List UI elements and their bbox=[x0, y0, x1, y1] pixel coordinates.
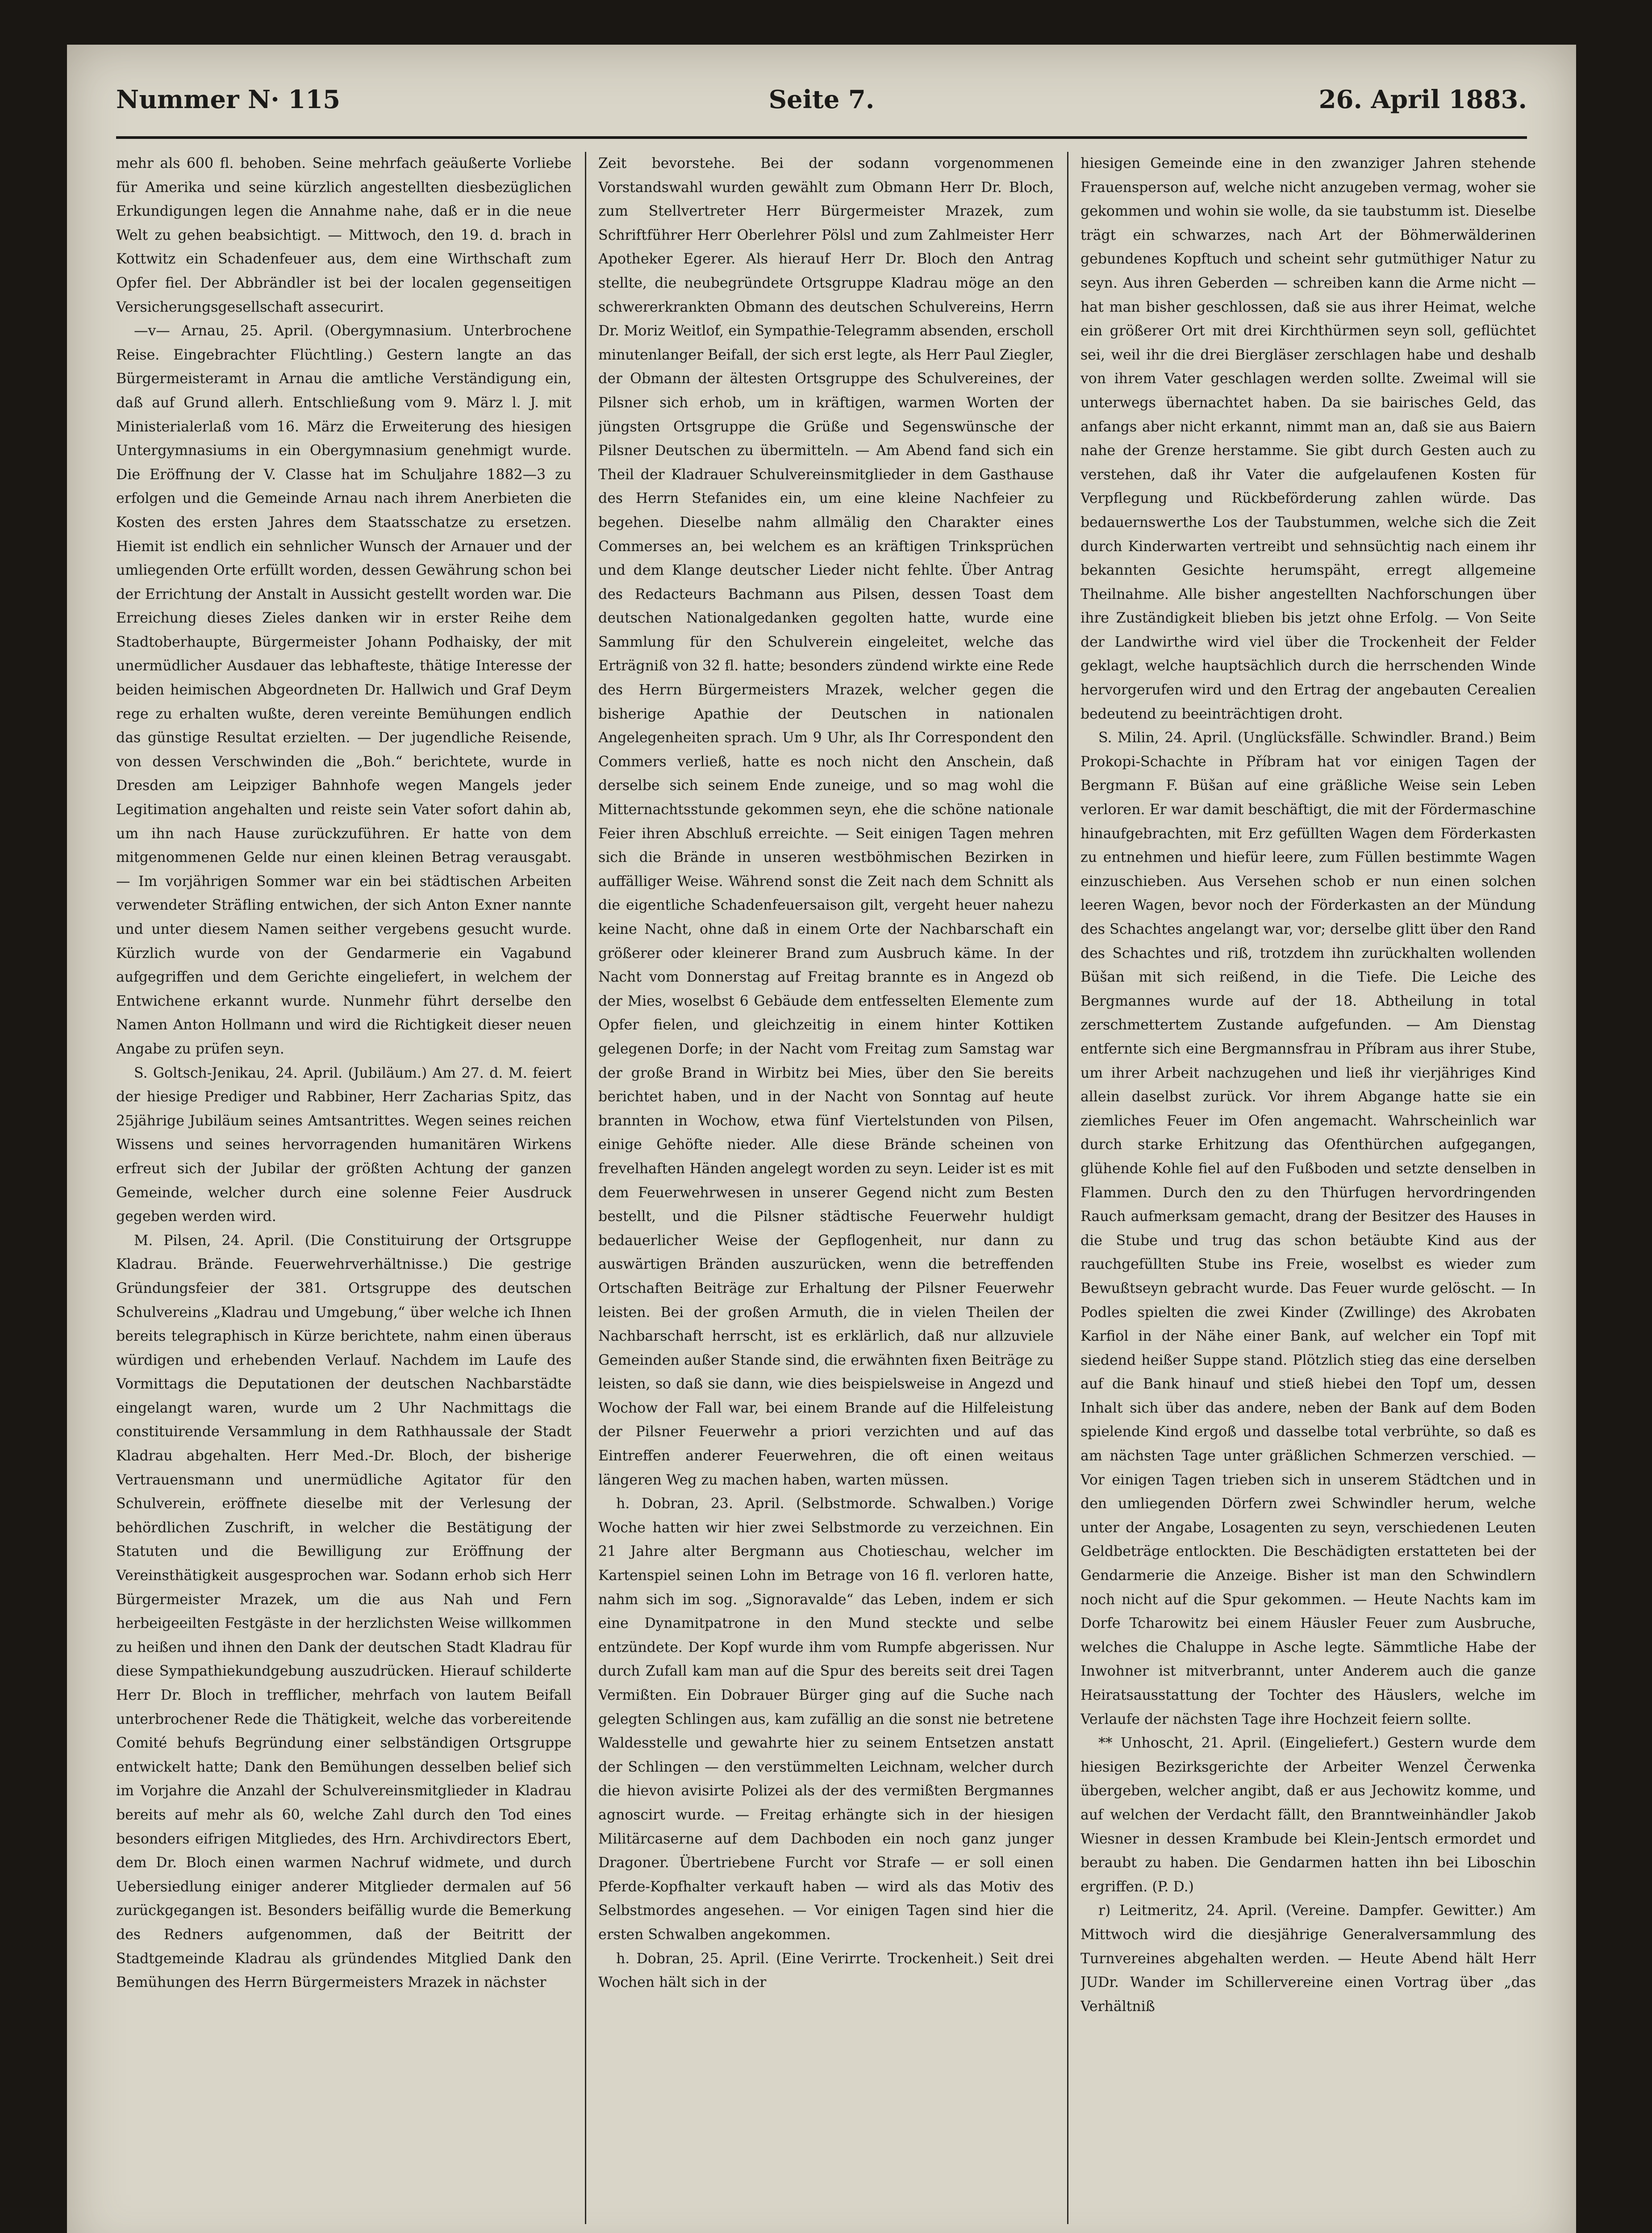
paragraph: h. Dobran, 25. April. (Eine Verirrte. Trockenheit.) Seit drei Wochen hält sich in der bbox=[598, 1950, 1054, 1991]
column-1 bbox=[116, 152, 572, 2224]
paragraph: S. Goltsch-Jenikau, 24. April. (Jubiläum.) Am 27. d. M. feiert der hiesige Prediger und Rabbiner, Herr Zacharias Spitz, das 25jährige Jubiläum seines Amtsantrittes. Wegen seines reichen Wissens und seines hervorragenden humanitären Wirkens erfreut sich der Jubilar der größten Achtung der ganzen Gemeinde, welcher durch eine solenne Feier Ausdruck gegeben werden wird. bbox=[116, 1065, 572, 1225]
header-rule bbox=[116, 136, 1527, 139]
column-rule bbox=[1067, 152, 1068, 2224]
paragraph: hiesigen Gemeinde eine in den zwanziger Jahren stehende Frauensperson auf, welche nicht anzugeben vermag, woher sie gekommen und wohin sie wolle, da sie taubstumm ist. Dieselbe trägt ein schwarzes, nach Art der Böhmerwälderinen gebundenes Kopftuch und scheint sehr gutmüthiger Natur zu seyn. Aus ihren Geberden — schreiben kann die Arme nicht — hat man bisher geschlossen, daß sie aus ihrer Heimat, welche ein größerer Ort mit drei Kirchthürmen seyn soll, geflüchtet sei, weil ihr die drei Biergläser zerschlagen habe und deshalb von ihrem Vater geschlagen werden sollte. Zweimal will sie unterwegs übernachtet haben. Da sie bairisches Geld, das anfangs aber nicht erkannt, nimmt man an, daß sie aus Baiern nahe der Grenze herstamme. Sie gibt durch Gesten auch zu verstehen, daß ihr Vater die aufgelaufenen Kosten für Verpflegung und Rückbeförderung zahlen würde. Das bedauernswerthe Los der Taubstummen, welche sich die Zeit durch Kinderwarten vertreibt und sehnsüchtig nach einem ihr bekannten Gesichte herumspäht, erregt allgemeine Theilnahme. Alle bisher angestellten Nachforschungen über ihre Zuständigkeit blieben bis jetzt ohne Erfolg. — Von Seite der Landwirthe wird viel über die Trockenheit der Felder geklagt, welche hauptsächlich durch die herrschenden Winde hervorgerufen wird und den Ertrag der angebauten Cerealien bedeutend zu beeinträchtigen droht. bbox=[1080, 155, 1536, 722]
paragraph: r) Leitmeritz, 24. April. (Vereine. Dampfer. Gewitter.) Am Mittwoch wird die diesjährige Generalversammlung des Turnvereines abgehalten werden. — Heute Abend hält Herr JUDr. Wander im Schillervereine einen Vortrag über „das Verhältniß bbox=[1080, 1903, 1536, 2015]
paragraph: mehr als 600 fl. behoben. Seine mehrfach geäußerte Vorliebe für Amerika und seine kürzlich angestellten diesbezüglichen Erkundigungen legen die Annahme nahe, daß er in die neue Welt zu gehen beabsichtigt. — Mittwoch, den 19. d. brach in Kottwitz ein Schadenfeuer aus, dem eine Wirthschaft zum Opfer fiel. Der Abbrändler ist bei der localen gegenseitigen Versicherungsgesellschaft assecurirt. bbox=[116, 155, 572, 315]
page-number: Seite 7. bbox=[768, 85, 875, 114]
column-rule bbox=[585, 152, 586, 2224]
paragraph: S. Milin, 24. April. (Unglücksfälle. Schwindler. Brand.) Beim Prokopi-Schachte in Příbram hat vor einigen Tagen der Bergmann F. Büšan auf eine gräßliche Weise sein Leben verloren. Er war damit beschäftigt, die mit der Fördermaschine hinaufgebrachten, mit Erz gefüllten Wagen dem Förderkasten zu entnehmen und hiefür leere, zum Füllen bestimmte Wagen einzuschieben. Aus Versehen schob er nun einen solchen leeren Wagen, bevor noch der Förderkasten an der Mündung des Schachtes angelangt war, vor; derselbe glitt über den Rand des Schachtes und riß, trotzdem ihn zurückhalten wollenden Büšan mit sich reißend, in die Tiefe. Die Leiche des Bergmannes wurde auf der 18. Abtheilung in total zerschmettertem Zustande aufgefunden. — Am Dienstag entfernte sich eine Bergmannsfrau in Příbram aus ihrer Stube, um ihrer Arbeit nachzugehen und ließ ihr vierjähriges Kind allein daselbst zurück. Vor ihrem Abgange hatte sie ein ziemliches Feuer im Ofen angemacht. Wahrscheinlich war durch starke Erhitzung das Ofenthürchen aufgegangen, glühende Kohle fiel auf den Fußboden und setzte denselben in Flammen. Durch den zu den Thürfugen hervordringenden Rauch aufmerksam gemacht, drang der Besitzer des Hauses in die Stube und trug das schon betäubte Kind aus der rauchgefüllten Stube ins Freie, woselbst es wieder zum Bewußtseyn gebracht wurde. Das Feuer wurde gelöscht. — In Podles spielten die zwei Kinder (Zwillinge) des Akrobaten Karfiol in der Nähe einer Bank, auf welcher ein Topf mit siedend heißer Suppe stand. Plötzlich stieg das eine derselben auf die Bank hinauf und stieß hiebei den Topf um, dessen Inhalt sich über das andere, neben der Bank auf dem Boden spielende Kind ergoß und dasselbe total verbrühte, so daß es am nächsten Tage unter gräßlichen Schmerzen verschied. — Vor einigen Tagen trieben sich in unserem Städtchen und in den umliegenden Dörfern zwei Schwindler herum, welche unter der Angabe, Losagenten zu seyn, verschiedenen Leuten Geldbeträge entlockten. Die Beschädigten erstatteten bei der Gendarmerie die Anzeige. Bisher ist man den Schwindlern noch nicht auf die Spur gekommen. — Heute Nachts kam im Dorfe Tcharowitz bei einem Häusler Feuer zum Ausbruche, welches die Chaluppe in Asche legte. Sämmtliche Habe der Inwohner ist mitverbrannt, unter Anderem auch die ganze Heiratsausstattung der Tochter des Häuslers, welche im Verlaufe der nächsten Tage ihre Hochzeit feiern sollte. bbox=[1080, 730, 1536, 1727]
issue-date: 26. April 1883. bbox=[1318, 85, 1527, 114]
paragraph: h. Dobran, 23. April. (Selbstmorde. Schwalben.) Vorige Woche hatten wir hier zwei Selbstmorde zu verzeichnen. Ein 21 Jahre alter Bergmann aus Chotieschau, welcher im Kartenspiel seinen Lohn im Betrage von 16 fl. verloren hatte, nahm sich im sog. „Signoravalde“ das Leben, indem er sich eine Dynamitpatrone in den Mund steckte und selbe entzündete. Der Kopf wurde ihm vom Rumpfe abgerissen. Nur durch Zufall kam man auf die Spur des bereits seit drei Tagen Vermißten. Ein Dobrauer Bürger ging auf die Suche nach gelegten Schlingen aus, kam zufällig an die sonst nie betretene Waldesstelle und gewahrte hier zu seinem Entsetzen anstatt der Schlingen — den verstümmelten Leichnam, welcher durch die hievon avisirte Polizei als der des vermißten Bergmannes agnoscirt wurde. — Freitag erhängte sich in der hiesigen Militärcaserne auf dem Dachboden ein noch ganz junger Dragoner. Übertriebene Furcht vor Strafe — er soll einen Pferde-Kopfhalter verkauft haben — wird als das Motiv des Selbstmordes angesehen. — Vor einigen Tagen sind hier die ersten Schwalben angekommen. bbox=[598, 1496, 1054, 1943]
newspaper-page bbox=[67, 45, 1576, 2233]
page-header bbox=[116, 76, 1527, 125]
issue-number: Nummer N· 115 bbox=[116, 85, 341, 114]
paragraph: Zeit bevorstehe. Bei der sodann vorgenommenen Vorstandswahl wurden gewählt zum Obmann Herr Dr. Bloch, zum Stellvertreter Herr Bürgermeister Mrazek, zum Schriftführer Herr Oberlehrer Pölsl und zum Zahlmeister Herr Apotheker Egerer. Als hierauf Herr Dr. Bloch den Antrag stellte, die neubegründete Ortsgruppe Kladrau möge an den schwererkrankten Obmann des deutschen Schulvereins, Herrn Dr. Moriz Weitlof, ein Sympathie-Telegramm absenden, erscholl minutenlanger Beifall, der sich erst legte, als Herr Paul Ziegler, der Obmann der ältesten Ortsgruppe des Schulvereines, der Pilsner sich erhob, um in kräftigen, warmen Worten der jüngsten Ortsgruppe die Grüße und Segenswünsche der Pilsner Deutschen zu übermitteln. — Am Abend fand sich ein Theil der Kladrauer Schulvereinsmitglieder in dem Gasthause des Herrn Stefanides ein, um eine kleine Nachfeier zu begehen. Dieselbe nahm allmälig den Charakter eines Commerses an, bei welchem es an kräftigen Trinksprüchen und dem Klange deutscher Lieder nicht fehlte. Über Antrag des Redacteurs Bachmann aus Pilsen, dessen Toast dem deutschen Nationalgedanken gegolten hatte, wurde eine Sammlung für den Schulverein eingeleitet, welche das Erträgniß von 32 fl. hatte; besonders zündend wirkte eine Rede des Herrn Bürgermeisters Mrazek, welcher gegen die bisherige Apathie der Deutschen in nationalen Angelegenheiten sprach. Um 9 Uhr, als Ihr Correspondent den Commers verließ, hatte es noch nicht den Anschein, daß derselbe sich seinem Ende zuneige, und so mag wohl die Mitternachtsstunde gekommen seyn, ehe die schöne nationale Feier ihren Abschluß erreichte. — Seit einigen Tagen mehren sich die Brände in unseren westböhmischen Bezirken in auffälliger Weise. Während sonst die Zeit nach dem Schnitt als die eigentliche Schadenfeuersaison gilt, vergeht heuer nahezu keine Nacht, ohne daß in einem Orte der Nachbarschaft ein größerer oder kleinerer Brand zum Ausbruch käme. In der Nacht vom Donnerstag auf Freitag brannte es in Angezd ob der Mies, woselbst 6 Gebäude dem entfesselten Elemente zum Opfer fielen, und gleichzeitig in einem hinter Kottiken gelegenen Dorfe; in der Nacht vom Freitag zum Samstag war der große Brand in Wirbitz bei Mies, über den Sie bereits berichtet haben, und in der Nacht von Sonntag auf heute brannten in Wochow, etwa fünf Viertelstunden von Pilsen, einige Gehöfte nieder. Alle diese Brände scheinen von frevelhaften Händen angelegt worden zu seyn. Leider ist es mit dem Feuerwehrwesen in unserer Gegend nicht zum Besten bestellt, und die Pilsner städtische Feuerwehr huldigt bedauerlicher Weise der Gepflogenheit, nur dann zu auswärtigen Bränden auszurücken, wenn die betreffenden Ortschaften Beiträge zur Erhaltung der Pilsner Feuerwehr leisten. Bei der großen Armuth, die in vielen Theilen der Nachbarschaft herrscht, ist es erklärlich, daß nur allzuviele Gemeinden außer Stande sind, die erwähnten fixen Beiträge zu leisten, so daß sie dann, wie dies beispielsweise in Angezd und Wochow der Fall war, bei einem Brande auf die Hilfeleistung der Pilsner Feuerwehr a priori verzichten und auf das Eintreffen anderer Feuerwehren, die oft einen weitaus längeren Weg zu machen haben, warten müssen. bbox=[598, 155, 1054, 1488]
paragraph: —v— Arnau, 25. April. (Obergymnasium. Unterbrochene Reise. Eingebrachter Flüchtling.) Gestern langte an das Bürgermeisteramt in Arnau die amtliche Verständigung ein, daß auf Grund allerh. Entschließung vom 9. März l. J. mit Ministerialerlaß vom 16. März die Erweiterung des hiesigen Untergymnasiums in ein Obergymnasium genehmigt wurde. Die Eröffnung der V. Classe hat im Schuljahre 1882—3 zu erfolgen und die Gemeinde Arnau nach ihrem Anerbieten die Kosten des ersten Jahres dem Staatsschatze zu ersetzen. Hiemit ist endlich ein sehnlicher Wunsch der Arnauer und der umliegenden Orte erfüllt worden, dessen Gewährung schon bei der Errichtung der Anstalt in Aussicht gestellt worden war. Die Erreichung dieses Zieles danken wir in erster Reihe dem Stadtoberhaupte, Bürgermeister Johann Podhaisky, der mit unermüdlicher Ausdauer das lebhafteste, thätige Interesse der beiden heimischen Abgeordneten Dr. Hallwich und Graf Deym rege zu erhalten wußte, deren vereinte Bemühungen endlich das günstige Resultat erzielten. — Der jugendliche Reisende, von dessen Verschwinden die „Boh.“ berichtete, wurde in Dresden am Leipziger Bahnhofe wegen Mangels jeder Legitimation angehalten und reiste sein Vater sofort dahin ab, um ihn nach Hause zurückzuführen. Er hatte von dem mitgenommenen Gelde nur einen kleinen Betrag verausgabt. — Im vorjährigen Sommer war ein bei städtischen Arbeiten verwendeter Sträfling entwichen, der sich Anton Exner nannte und unter diesem Namen seither vergebens gesucht wurde. Kürzlich wurde von der Gendarmerie ein Vagabund aufgegriffen und dem Gerichte eingeliefert, in welchem der Entwichene erkannt wurde. Nunmehr führt derselbe den Namen Anton Hollmann und wird die Richtigkeit dieser neuen Angabe zu prüfen seyn. bbox=[116, 323, 572, 1057]
paragraph: ** Unhoscht, 21. April. (Eingeliefert.) Gestern wurde dem hiesigen Bezirksgerichte der Arbeiter Wenzel Čerwenka übergeben, welcher angibt, daß er aus Jechowitz komme, und auf welchen der Verdacht fällt, den Branntweinhändler Jakob Wiesner in dessen Krambude bei Klein-Jentsch ermordet und beraubt zu haben. Die Gendarmen hatten ihn bei Liboschin ergriffen. (P. D.) bbox=[1080, 1735, 1536, 1895]
column-3 bbox=[1080, 152, 1536, 2224]
column-2 bbox=[598, 152, 1054, 2224]
text-columns bbox=[116, 152, 1536, 2233]
paragraph: M. Pilsen, 24. April. (Die Constituirung der Ortsgruppe Kladrau. Brände. Feuerwehrverhältnisse.) Die gestrige Gründungsfeier der 381. Ortsgruppe des deutschen Schulvereins „Kladrau und Umgebung,“ über welche ich Ihnen bereits telegraphisch in Kürze berichtete, nahm einen überaus würdigen und erhebenden Verlauf. Nachdem im Laufe des Vormittags die Deputationen der deutschen Nachbarstädte eingelangt waren, wurde um 2 Uhr Nachmittags die constituirende Versammlung in dem Rathhaussale der Stadt Kladrau abgehalten. Herr Med.-Dr. Bloch, der bisherige Vertrauensmann und unermüdliche Agitator für den Schulverein, eröffnete dieselbe mit der Verlesung der behördlichen Zuschrift, in welcher die Bestätigung der Statuten und die Bewilligung zur Eröffnung der Vereinsthätigkeit ausgesprochen war. Sodann erhob sich Herr Bürgermeister Mrazek, um die aus Nah und Fern herbeigeeilten Festgäste in der herzlichsten Weise willkommen zu heißen und ihnen den Dank der deutschen Stadt Kladrau für diese Sympathiekundgebung auszudrücken. Hierauf schilderte Herr Dr. Bloch in trefflicher, mehrfach von lautem Beifall unterbrochener Rede die Thätigkeit, welche das vorbereitende Comité behufs Begründung einer selbständigen Ortsgruppe entwickelt hatte; Dank den Bemühungen desselben belief sich im Vorjahre die Anzahl der Schulvereinsmitglieder in Kladrau bereits auf mehr als 60, welche Zahl durch den Tod eines besonders eifrigen Mitgliedes, des Hrn. Archivdirectors Ebert, dem Dr. Bloch einen warmen Nachruf widmete, und durch Uebersiedlung einiger anderer Mitglieder dermalen auf 56 zurückgegangen ist. Besonders beifällig wurde die Bemerkung des Redners aufgenommen, daß der Beitritt der Stadtgemeinde Kladrau als gründendes Mitglied Dank den Bemühungen des Herrn Bürgermeisters Mrazek in nächster bbox=[116, 1232, 572, 1991]
